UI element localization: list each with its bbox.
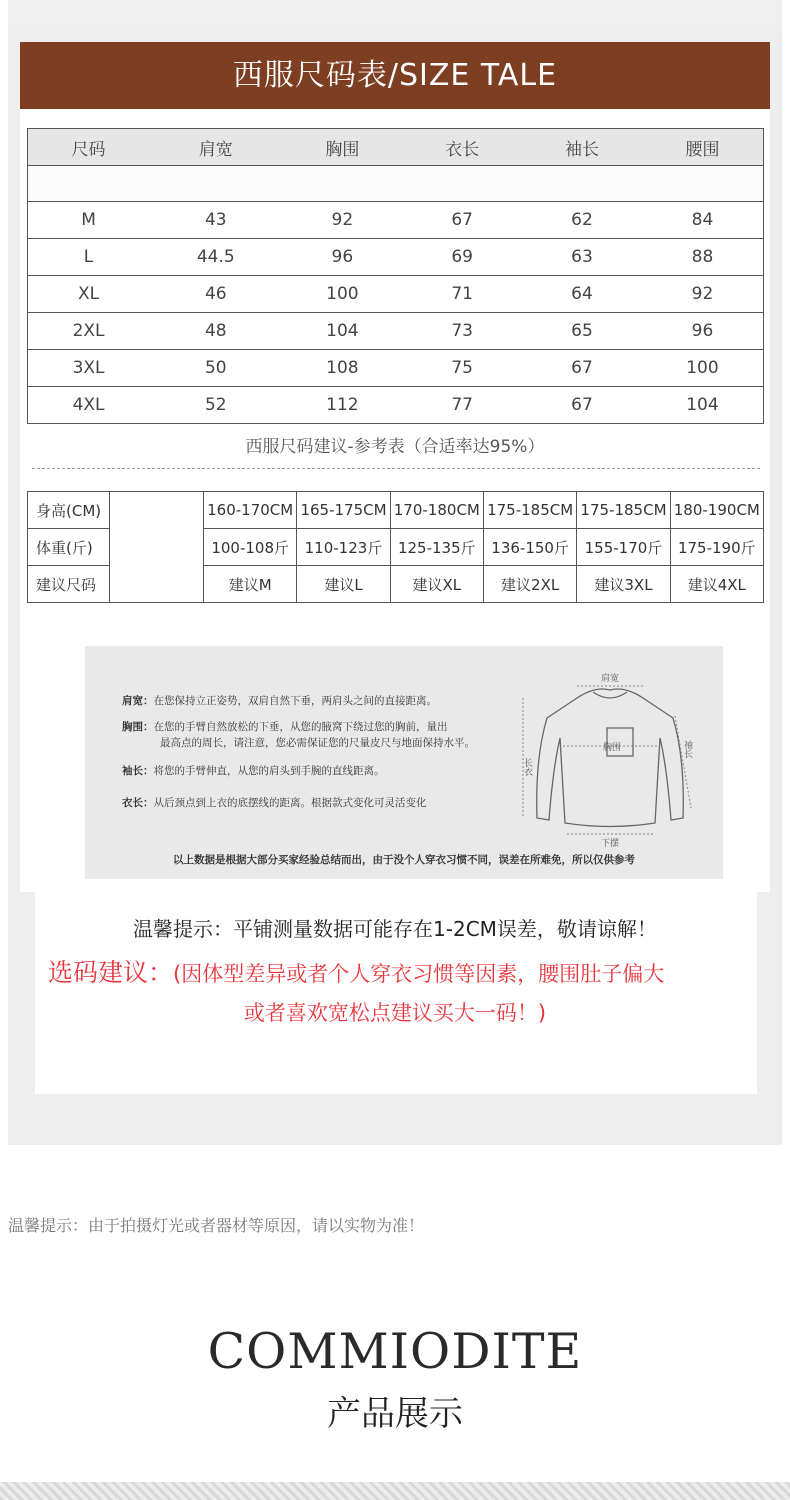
table-row	[28, 492, 764, 529]
table-cell: 96	[282, 239, 402, 276]
top-band	[8, 0, 782, 30]
table-cell: 165-175CM	[297, 492, 390, 529]
col-header-length: 衣长	[402, 129, 522, 166]
table-row	[28, 350, 764, 387]
row-label-size: 建议尺码	[28, 566, 110, 603]
table-cell: XL	[28, 276, 150, 313]
table-cell: 52	[149, 387, 282, 424]
table-cell: 96	[642, 313, 764, 350]
table-cell: 110-123斤	[297, 529, 390, 566]
table-cell: 65	[522, 313, 642, 350]
table-cell: 100	[642, 350, 764, 387]
table-cell: 92	[282, 202, 402, 239]
col-header-waist: 腰围	[642, 129, 764, 166]
table-cell: 建议4XL	[670, 566, 763, 603]
table-cell: 170-180CM	[390, 492, 483, 529]
row-label-weight: 体重(斤)	[28, 529, 110, 566]
table-cell: 建议M	[204, 566, 297, 603]
col-header-size: 尺码	[28, 129, 150, 166]
table-cell: 104	[282, 313, 402, 350]
guide-chest-text-1: 在您的手臂自然放松的下垂，从您的腋窝下绕过您的胸前，量出	[153, 721, 448, 733]
table-cell: 62	[522, 202, 642, 239]
table-cell: 180-190CM	[670, 492, 763, 529]
table-cell: 155-170斤	[577, 529, 670, 566]
table-cell: 71	[402, 276, 522, 313]
table-cell: 建议3XL	[577, 566, 670, 603]
table-cell: 100-108斤	[204, 529, 297, 566]
diagram-label-hem: 下摆	[601, 839, 620, 849]
table-cell: 84	[642, 202, 764, 239]
guide-chest-text-2: 最高点的周长，请注意，您必需保证您的尺量皮尺与地面保持水平。	[160, 737, 475, 749]
size-advice-label: 选码建议：	[48, 958, 174, 987]
table-cell: 67	[402, 202, 522, 239]
divider	[32, 468, 760, 469]
recommend-table	[27, 491, 764, 603]
table-cell: L	[28, 239, 150, 276]
table-cell: 77	[402, 387, 522, 424]
table-cell: 92	[642, 276, 764, 313]
size-table	[27, 128, 764, 424]
guide-length	[122, 796, 427, 811]
sweater-diagram	[515, 668, 705, 853]
guide-sleeve	[122, 764, 385, 779]
size-table-header-row	[28, 129, 764, 166]
size-advice	[48, 953, 768, 989]
diagram-label-length: 长衣	[522, 758, 532, 776]
guide-sleeve-label: 袖长：	[122, 765, 154, 777]
table-cell: 175-190斤	[670, 529, 763, 566]
table-row	[28, 313, 764, 350]
table-cell: 75	[402, 350, 522, 387]
table-cell: 160-170CM	[204, 492, 297, 529]
guide-shoulder	[122, 694, 437, 709]
table-cell: 64	[522, 276, 642, 313]
guide-length-text: 从后颈点到上衣的底摆线的距离。根据款式变化可灵活变化	[153, 797, 427, 809]
table-cell: 175-185CM	[577, 492, 670, 529]
guide-chest	[122, 720, 448, 735]
diagram-label-sleeve: 袖长	[682, 740, 692, 758]
recommend-title: 西服尺码建议-参考表（合适率达95%）	[245, 437, 545, 457]
table-cell: 44.5	[149, 239, 282, 276]
table-cell: 46	[149, 276, 282, 313]
table-cell: 175-185CM	[483, 492, 576, 529]
section-title: COMMIODITE	[207, 1323, 583, 1380]
table-cell: 43	[149, 202, 282, 239]
guide-chest-line2	[160, 736, 475, 751]
decorative-pattern	[0, 1482, 790, 1500]
table-cell: 88	[642, 239, 764, 276]
col-header-chest: 胸围	[282, 129, 402, 166]
table-cell: M	[28, 202, 150, 239]
table-cell: 69	[402, 239, 522, 276]
table-cell: 2XL	[28, 313, 150, 350]
diagram-label-chest: 胸围	[603, 743, 622, 753]
guide-sleeve-text: 将您的手臂伸直，从您的肩头到手腕的直线距离。	[153, 765, 385, 777]
guide-footer: 以上数据是根据大部分买家经验总结而出，由于没个人穿衣习惯不同，误差在所难免，所以仅供参考	[173, 854, 635, 866]
table-row	[28, 276, 764, 313]
guide-shoulder-text: 在您保持立正姿势，双肩自然下垂，两肩头之间的直接距离。	[153, 695, 437, 707]
table-row	[28, 202, 764, 239]
measurement-tip: 温馨提示：平铺测量数据可能存在1-2CM误差，敬请谅解！	[133, 917, 657, 941]
col-header-shoulder: 肩宽	[149, 129, 282, 166]
photo-note: 温馨提示：由于拍摄灯光或者器材等原因，请以实物为准！	[8, 1216, 425, 1235]
table-cell: 50	[149, 350, 282, 387]
table-cell: 67	[522, 350, 642, 387]
table-row	[28, 239, 764, 276]
guide-chest-label: 胸围：	[122, 721, 154, 733]
size-advice-text: (因体型差异或者个人穿衣习惯等因素，腰围肚子偏大	[173, 962, 665, 986]
row-label-height: 身高(CM)	[28, 492, 110, 529]
table-cell: 63	[522, 239, 642, 276]
size-advice-cont: 或者喜欢宽松点建议买大一码！)	[243, 1001, 547, 1025]
table-cell: 48	[149, 313, 282, 350]
section-subtitle: 产品展示	[327, 1394, 463, 1434]
table-cell: 104	[642, 387, 764, 424]
table-cell: 73	[402, 313, 522, 350]
blank-cell	[110, 492, 204, 603]
table-cell: 4XL	[28, 387, 150, 424]
guide-shoulder-label: 肩宽：	[122, 695, 154, 707]
table-cell: 3XL	[28, 350, 150, 387]
table-cell: 建议L	[297, 566, 390, 603]
col-header-sleeve: 袖长	[522, 129, 642, 166]
table-cell: 67	[522, 387, 642, 424]
size-chart-header	[20, 42, 770, 109]
table-cell: 100	[282, 276, 402, 313]
table-cell: 108	[282, 350, 402, 387]
table-cell: 建议2XL	[483, 566, 576, 603]
table-row	[28, 387, 764, 424]
table-cell: 125-135斤	[390, 529, 483, 566]
table-cell: 建议XL	[390, 566, 483, 603]
diagram-label-shoulder: 肩宽	[601, 674, 620, 684]
guide-length-label: 衣长：	[122, 797, 154, 809]
size-chart-title: 西服尺码表/SIZE TALE	[232, 58, 558, 93]
size-table-spacer-row	[28, 166, 764, 202]
measurement-guide	[85, 646, 723, 879]
table-cell: 136-150斤	[483, 529, 576, 566]
table-cell: 112	[282, 387, 402, 424]
